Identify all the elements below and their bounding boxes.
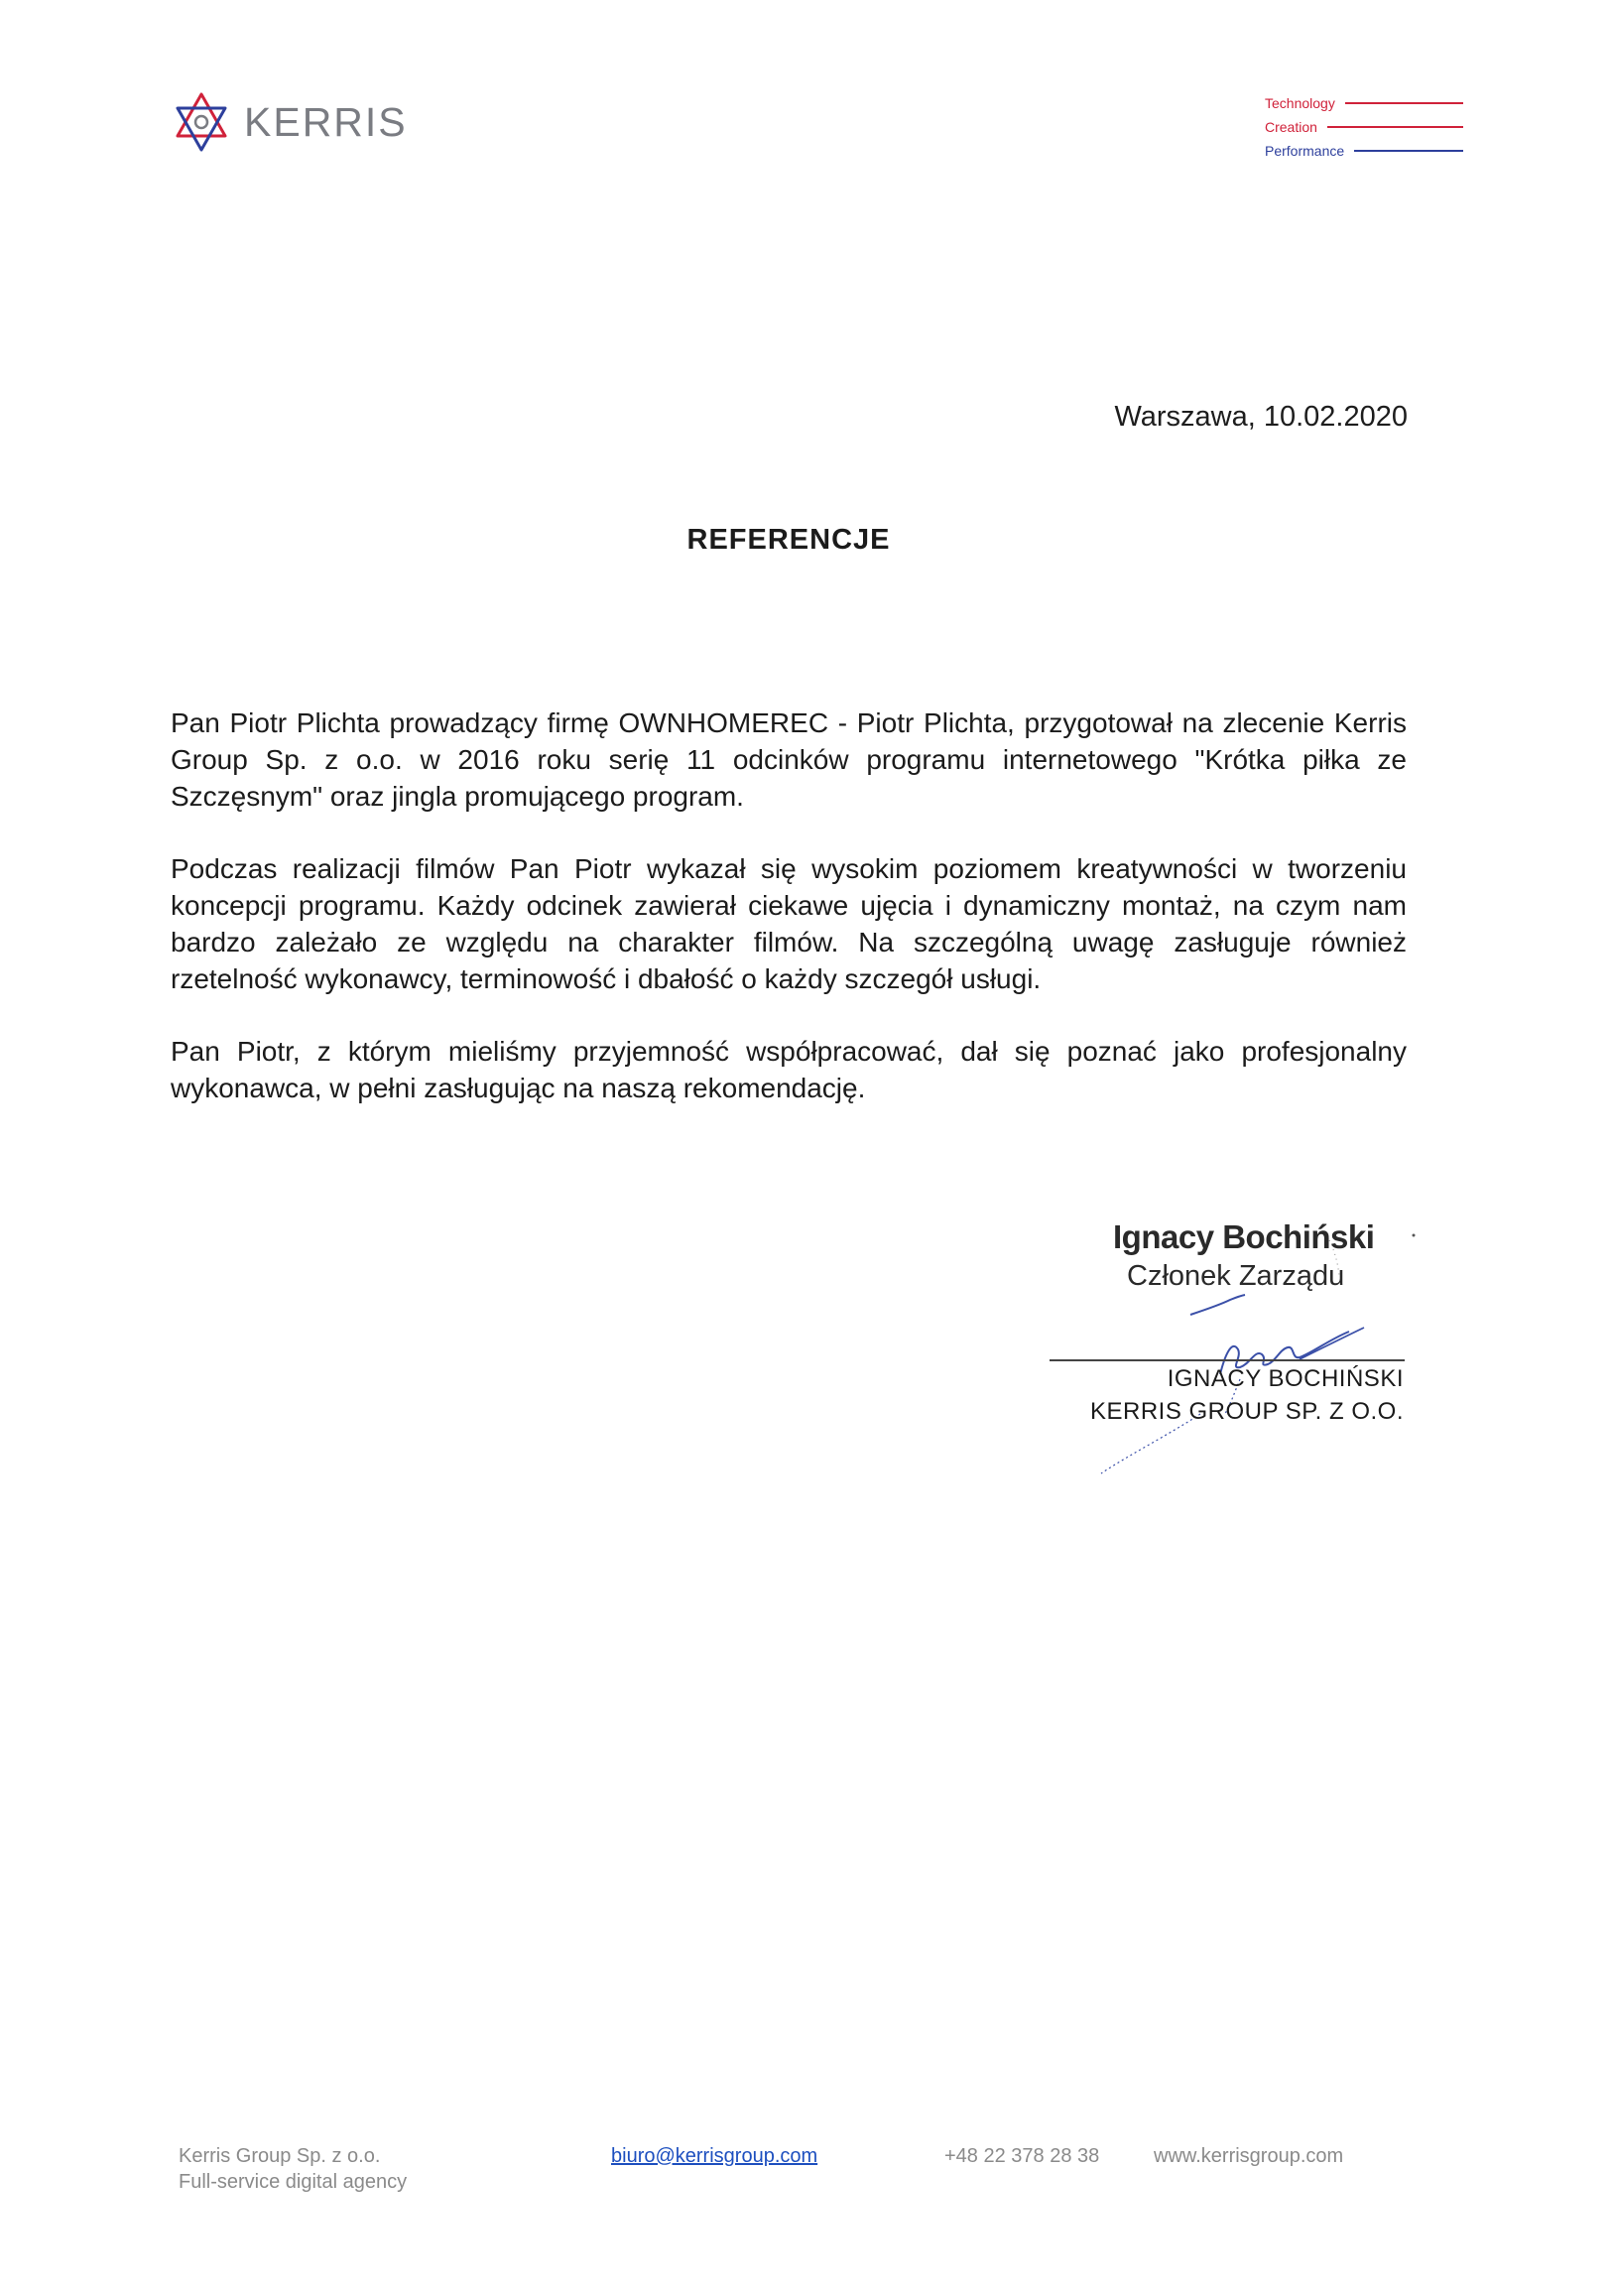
signature-line <box>1050 1359 1405 1361</box>
tagline-creation: Creation <box>1265 119 1317 135</box>
tagline-row <box>1265 91 1463 115</box>
footer-phone: +48 22 378 28 38 <box>944 2145 1100 2167</box>
footer-website[interactable]: www.kerrisgroup.com <box>1154 2145 1344 2167</box>
footer-email-link[interactable]: biuro@kerrisgroup.com <box>611 2145 818 2167</box>
tagline-rule <box>1345 102 1463 104</box>
paragraph: Pan Piotr Plichta prowadzący firmę OWNHOMEREC - Piotr Plichta, przygotował na zlecenie Kerris Group Sp. z o.o. w 2016 roku serię 11 odcinków programu internetowego "Krótka piłka ze Szczęsnym" oraz jingla promującego program. <box>171 707 1407 812</box>
handwritten-signature <box>1002 1201 1419 1488</box>
tagline-performance: Performance <box>1265 143 1345 159</box>
company-logo <box>171 91 408 153</box>
footer-company <box>179 2143 407 2195</box>
letter-body <box>171 704 1407 1142</box>
footer-company-desc: Full-service digital agency <box>179 2171 408 2193</box>
kerris-star-icon <box>171 91 232 153</box>
tagline-row <box>1265 139 1463 163</box>
letter-date: Warszawa, 10.02.2020 <box>1114 401 1408 433</box>
tagline-technology: Technology <box>1265 95 1335 111</box>
logo-wordmark: KERRIS <box>244 98 408 145</box>
footer-company-name: Kerris Group Sp. z o.o. <box>179 2145 381 2167</box>
tagline-rule <box>1327 126 1463 128</box>
tagline <box>1265 91 1463 163</box>
printed-name: IGNACY BOCHIŃSKI <box>1167 1365 1404 1392</box>
printed-company: KERRIS GROUP SP. Z O.O. <box>1089 1398 1404 1425</box>
tagline-rule <box>1354 150 1463 152</box>
tagline-row <box>1265 115 1463 139</box>
paragraph: Pan Piotr, z którym mieliśmy przyjemność współpracować, dał się poznać jako profesjonalny wykonawca, w pełni zasługując na naszą rekomendację. <box>171 1036 1407 1103</box>
stamp-role: Członek Zarządu <box>1127 1260 1345 1292</box>
letter-title: REFERENCJE <box>686 524 891 556</box>
stamp-name: Ignacy Bochiński <box>1113 1218 1375 1255</box>
paragraph: Podczas realizacji filmów Pan Piotr wykazał się wysokim poziomem kreatywności w tworzeniu koncepcji programu. Każdy odcinek zawierał ciekawe ujęcia i dynamiczny montaż, na czym nam bardzo zależało ze względu na charakter filmów. Na szczególną uwagę zasługuje również rzetelność wykonawcy, terminowość i dbałość o każdy szczegół usługi. <box>171 853 1407 994</box>
